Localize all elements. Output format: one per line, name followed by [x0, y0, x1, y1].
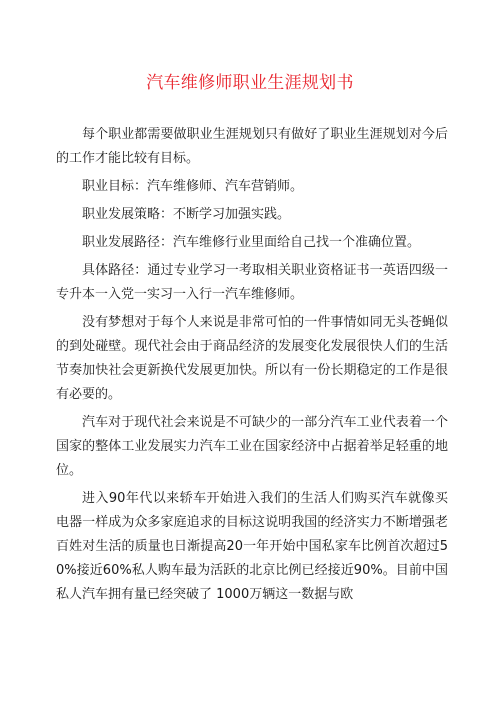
paragraph-specific-path: 具体路径：通过专业学习一考取相关职业资格证书一英语四级一专升本一入党一实习一入行一汽车维修师。 — [56, 263, 448, 302]
paragraph-career-goal: 职业目标：汽车维修师、汽车营销师。 — [82, 179, 304, 194]
paragraph-private-cars: 进入90年代以来轿车开始进入我们的生活人们购买汽车就像买电器一样成为众多家庭追求的目标这说明我国的经济实力不断增强老百姓对生活的质量也日渐提高20一年开始中国私家车比例首次超过50%接近60%私人购车最为活跃的北京比例已经接近90%。目前中国私人汽车拥有量已经突破了 1000万辆这一数据与欧 — [56, 491, 448, 602]
document-title: 汽车维修师职业生涯规划书 — [146, 73, 354, 93]
paragraph-auto-industry: 汽车对于现代社会来说是不可缺少的一部分汽车工业代表着一个国家的整体工业发展实力汽车工业在国家经济中占据着举足轻重的地位。 — [56, 415, 448, 478]
paragraph-intro: 每个职业都需要做职业生涯规划只有做好了职业生涯规划对今后的工作才能比较有目标。 — [56, 127, 448, 166]
document-body — [56, 123, 448, 611]
paragraph-development-strategy: 职业发展策略：不断学习加强实践。 — [82, 207, 291, 222]
paragraph-development-path: 职业发展路径：汽车维修行业里面给自己找一个准确位置。 — [82, 235, 421, 250]
paragraph-dream: 没有梦想对于每个人来说是非常可怕的一件事情如同无头苍蝇似的到处碰壁。现代社会由于商品经济的发展变化发展很快人们的生活节奏加快社会更新换代发展更加快。所以有一份长期稳定的工作是很有必要的。 — [56, 315, 448, 402]
